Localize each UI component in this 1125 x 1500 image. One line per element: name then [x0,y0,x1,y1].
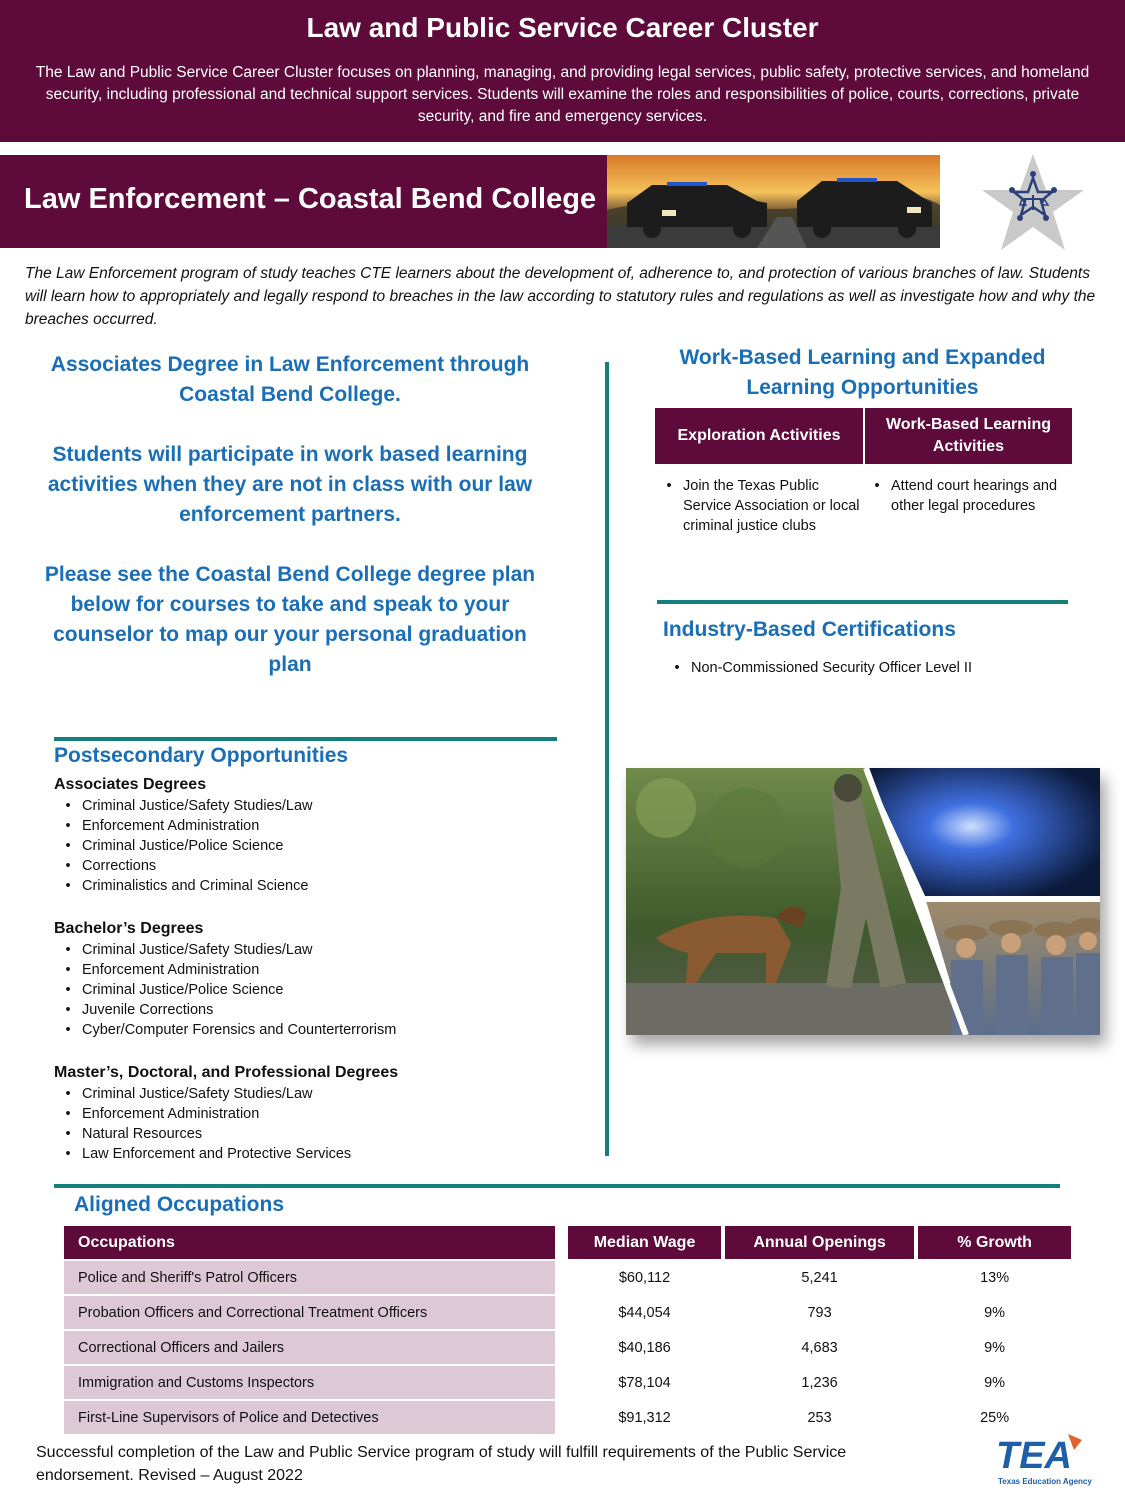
occupation-name: Immigration and Customs Inspectors [64,1366,555,1399]
header-annual-openings: Annual Openings [725,1226,914,1259]
associates-degrees-group [54,774,574,896]
table-header-row [64,1226,1071,1261]
list-item: • Criminalistics and Criminal Science [65,878,309,894]
annual-openings: 253 [807,1409,832,1426]
degree-heading: Master’s, Doctoral, and Professional Degrees [54,1064,399,1081]
tea-logo [990,1430,1100,1490]
occupation-name: Probation Officers and Correctional Treatment Officers [64,1296,555,1329]
ibc-divider [657,600,1068,604]
callout-degree: Associates Degree in Law Enforcement through Coastal Bend College. [50,353,530,406]
header-growth: % Growth [918,1226,1071,1259]
list-item: • Non-Commissioned Security Officer Level II [674,660,972,676]
wbl-activities-list [863,476,1071,536]
median-wage: $78,104 [618,1374,671,1391]
program-title: Law Enforcement – Coastal Bend College [24,183,597,215]
growth: 9% [984,1304,1006,1321]
degree-callout [40,350,540,710]
table-row [64,1366,1071,1401]
footer-note: Successful completion of the Law and Public Service program of study will fulfill requirements of the Public Service endorsement. Revised – August 2022 [36,1444,847,1484]
median-wage: $40,186 [618,1339,671,1356]
exploration-header: Exploration Activities [655,408,865,464]
cluster-description: The Law and Public Service Career Cluster focuses on planning, managing, and providing legal services, public safety, protective services, and homeland security, including professional and technical support services. Students will examine the roles and responsibilities of police, courts, corrections, private security, and fire and emergency services. [35,64,1090,125]
occupation-name: Police and Sheriff's Patrol Officers [64,1261,555,1294]
annual-openings: 5,241 [801,1269,838,1286]
photo-collage [626,768,1100,1035]
postsecondary-title: Postsecondary Opportunities [54,744,349,767]
list-item: • Natural Resources [65,1126,203,1142]
postsecondary-list [54,774,574,1186]
table-row [64,1261,1071,1296]
occupations-table [64,1226,1071,1436]
cluster-title: Law and Public Service Career Cluster [306,12,819,43]
median-wage: $44,054 [618,1304,671,1321]
program-description: The Law Enforcement program of study teaches CTE learners about the development of, adherence to, and protection of various branches of law. Students will learn how to appropriately and legally respond to breaches in the law according to statutory rules and regulations as well as investigate how and why the breaches occurred. [25,265,1096,328]
median-wage: $60,112 [618,1269,671,1286]
callout-work-based: Students will participate in work based learning activities when they are not in class with our law enforcement partners. [47,443,533,526]
median-wage: $91,312 [618,1409,671,1426]
growth: 9% [984,1339,1006,1356]
list-item: • Criminal Justice/Police Science [65,982,284,998]
annual-openings: 1,236 [801,1374,838,1391]
annual-openings: 4,683 [801,1339,838,1356]
tea-logo-subtext: Texas Education Agency [998,1477,1092,1486]
occupations-divider [54,1184,1060,1188]
program-title-bar [0,155,607,248]
graduate-degrees-group [54,1062,574,1164]
list-item: • Attend court hearings and other legal procedures [874,478,1058,514]
growth: 13% [980,1269,1010,1286]
header-median-wage: Median Wage [568,1226,721,1259]
table-row [64,1331,1071,1366]
column-divider [605,362,609,1156]
list-item: • Enforcement Administration [65,1106,260,1122]
ibc-list [663,660,972,676]
exploration-list [655,476,863,536]
growth: 9% [984,1374,1006,1391]
list-item: • Juvenile Corrections [65,1002,214,1018]
occupation-name: Correctional Officers and Jailers [64,1331,555,1364]
annual-openings: 793 [807,1304,832,1321]
degree-heading: Associates Degrees [54,776,207,793]
wbl-table [655,408,1072,536]
ibc-title: Industry-Based Certifications [663,618,956,641]
list-item: • Criminal Justice/Safety Studies/Law [65,1086,313,1102]
occupations-title: Aligned Occupations [74,1193,285,1216]
tea-logo-text: TEA [996,1435,1072,1477]
sheriff-star-scales-icon [980,152,1086,254]
list-item: • Join the Texas Public Service Association or local criminal justice clubs [666,478,860,534]
list-item: • Criminal Justice/Safety Studies/Law [65,798,313,814]
table-row [64,1296,1071,1331]
list-item: • Enforcement Administration [65,818,260,834]
wbl-activities-header: Work-Based Learning Activities [865,408,1072,464]
callout-degree-plan: Please see the Coastal Bend College degree plan below for courses to take and speak to your counselor to map our your personal graduation plan [44,563,536,676]
list-item: • Criminal Justice/Safety Studies/Law [65,942,313,958]
cluster-banner [0,0,1125,142]
list-item: • Cyber/Computer Forensics and Counterterrorism [65,1022,397,1038]
degree-heading: Bachelor’s Degrees [54,920,204,937]
list-item: • Law Enforcement and Protective Services [65,1146,352,1162]
police-cars-photo [607,155,940,248]
postsecondary-divider [54,737,557,741]
growth: 25% [980,1409,1010,1426]
table-row [64,1401,1071,1436]
header-occupations: Occupations [64,1226,555,1259]
bachelors-degrees-group [54,918,574,1040]
list-item: • Criminal Justice/Police Science [65,838,284,854]
list-item: • Corrections [65,858,157,874]
list-item: • Enforcement Administration [65,962,260,978]
wbl-title: Work-Based Learning and Expanded Learning Opportunities [679,346,1046,399]
occupation-name: First-Line Supervisors of Police and Detectives [64,1401,555,1434]
